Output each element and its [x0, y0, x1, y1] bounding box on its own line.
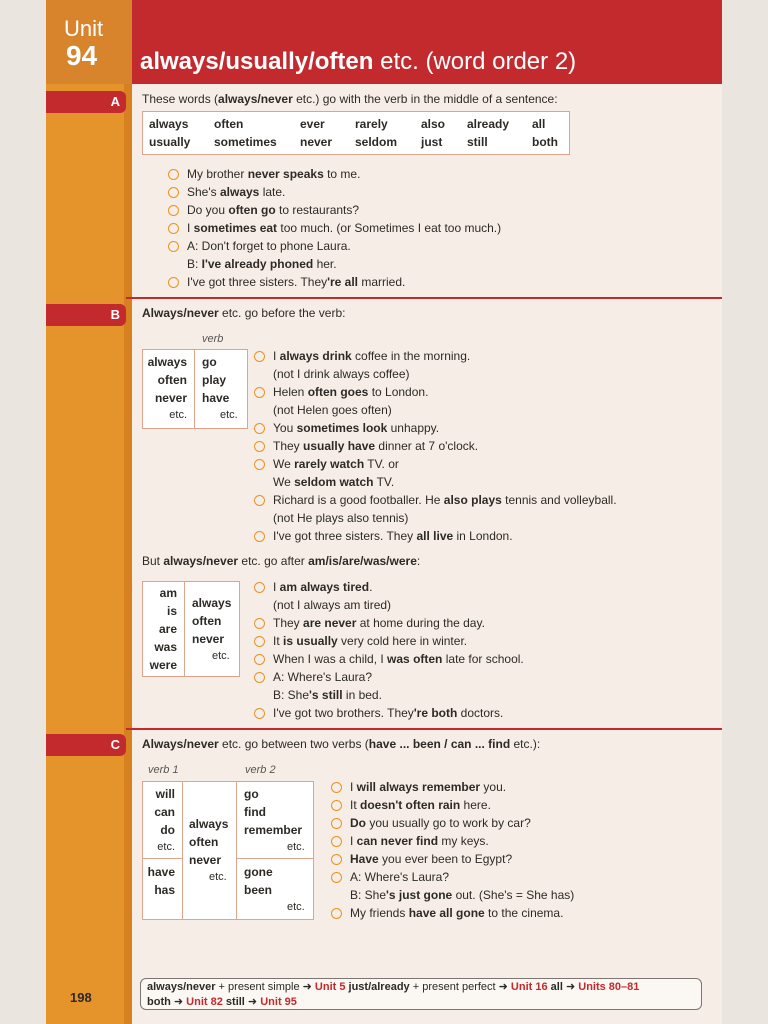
example-text: When I was a child, I: [273, 652, 388, 666]
example-sentence: [254, 456, 399, 473]
example-sentence: [168, 256, 337, 273]
c-table-cell: find: [244, 805, 266, 819]
bullet-icon: [331, 800, 342, 811]
a-word-cell: already: [467, 117, 510, 131]
a-word-cell: often: [214, 117, 244, 131]
footer-text: ➜: [562, 981, 579, 993]
c-table-cell: gone: [244, 865, 273, 879]
example-bold: sometimes eat: [193, 221, 278, 235]
example-bold: will always remember: [356, 780, 481, 794]
b-table-2-cell: etc.: [212, 650, 230, 662]
b-table-2-cell: is: [166, 604, 177, 618]
example-text: We: [273, 475, 295, 489]
unit-reference-link[interactable]: Unit 82: [186, 996, 223, 1008]
b-intro: [142, 305, 345, 322]
page-number: 198: [70, 990, 92, 1005]
c-table-cell: often: [189, 835, 219, 849]
example-text: too much. (or Sometimes I eat too much.): [277, 221, 502, 235]
c-verb2-label: verb 2: [245, 764, 276, 776]
example-text: Richard is a good footballer. He: [273, 493, 444, 507]
example-bold: all live: [416, 529, 454, 543]
unit-box: [46, 0, 132, 84]
b-intro-rest: etc. go before the verb:: [218, 306, 346, 320]
c-table-cell: go: [244, 787, 259, 801]
example-sentence: [331, 869, 449, 886]
example-text: A: Don't forget to phone Laura.: [187, 239, 351, 253]
c-table-cell: etc.: [287, 901, 305, 913]
bullet-icon: [168, 205, 179, 216]
unit-reference-link[interactable]: Units 80–81: [578, 981, 640, 993]
unit-reference-link[interactable]: Unit 5: [314, 981, 346, 993]
example-bold: 're all: [327, 275, 359, 289]
example-bold: Have: [350, 852, 379, 866]
example-bold: often goes: [307, 385, 369, 399]
title-bold: always/usually/often: [140, 48, 374, 75]
a-word-cell: never: [300, 135, 333, 149]
c-table-cell: will: [155, 787, 175, 801]
bullet-icon: [254, 387, 265, 398]
section-letter-b: B: [110, 307, 120, 322]
example-bold: have all gone: [408, 906, 485, 920]
a-word-cell: both: [532, 135, 558, 149]
example-text: to London.: [368, 385, 429, 399]
example-sentence: [254, 384, 428, 401]
b-table-2-cell: never: [192, 632, 225, 646]
example-sentence: [254, 366, 410, 383]
example-bold: often go: [228, 203, 276, 217]
example-bold: doesn't often rain: [360, 798, 461, 812]
example-sentence: [168, 274, 405, 291]
example-text: My brother: [187, 167, 248, 181]
b-table-1-cell: have: [202, 391, 230, 405]
example-sentence: [254, 528, 513, 545]
example-bold: 's just gone: [386, 888, 453, 902]
example-text: you.: [480, 780, 507, 794]
c-table-cell: been: [244, 883, 273, 897]
example-text: .: [369, 580, 373, 594]
example-text: dinner at 7 o'clock.: [375, 439, 479, 453]
b-table-1-cell: often: [157, 373, 187, 387]
c-intro: [142, 736, 540, 753]
example-sentence: [254, 474, 394, 491]
c-table-cell: do: [160, 823, 175, 837]
example-sentence: [254, 420, 439, 437]
example-text: Do you: [187, 203, 229, 217]
c-table-cell: etc.: [287, 841, 305, 853]
example-sentence: [331, 905, 563, 922]
b-table-2-cell: was: [154, 640, 177, 654]
bullet-icon: [254, 423, 265, 434]
b-table-2-cell: am: [159, 586, 177, 600]
c-table-cell: etc.: [157, 841, 175, 853]
example-bold: seldom watch: [294, 475, 374, 489]
example-sentence: [168, 184, 285, 201]
example-bold: Do: [350, 816, 366, 830]
section-letter-a: A: [110, 94, 120, 109]
bullet-icon: [254, 618, 265, 629]
example-bold: was often: [387, 652, 443, 666]
example-text: B: She: [273, 688, 310, 702]
a-word-cell: sometimes: [214, 135, 277, 149]
example-sentence: [254, 651, 524, 668]
b-table-2-divider: [184, 581, 185, 676]
sidebar: [46, 0, 126, 1024]
example-bold: usually have: [303, 439, 376, 453]
example-text: (not I always am tired): [273, 598, 392, 612]
bullet-icon: [331, 854, 342, 865]
example-text: I: [187, 221, 194, 235]
section-tab-c: [46, 734, 126, 756]
example-sentence: [331, 887, 574, 904]
example-text: TV.: [373, 475, 395, 489]
example-text: you ever been to Egypt?: [378, 852, 513, 866]
a-word-cell: also: [421, 117, 446, 131]
example-text: I've got two brothers. They: [273, 706, 414, 720]
page-title: [140, 48, 576, 76]
c-verb1-label: verb 1: [148, 764, 179, 776]
example-sentence: [168, 238, 351, 255]
example-sentence: [331, 779, 506, 796]
example-text: here.: [460, 798, 491, 812]
example-sentence: [331, 851, 512, 868]
example-text: my keys.: [438, 834, 489, 848]
b-table-2-cell: were: [149, 658, 177, 672]
bullet-icon: [254, 654, 265, 665]
example-text: Helen: [273, 385, 308, 399]
c-table-cell: can: [154, 805, 175, 819]
a-intro-post: etc.) go with the verb in the middle of a sentence:: [292, 92, 558, 106]
bullet-icon: [254, 582, 265, 593]
title-rest: etc. (word order 2): [373, 48, 577, 75]
c-table-cell: etc.: [209, 871, 227, 883]
example-text: (not He plays also tennis): [273, 511, 409, 525]
bullet-icon: [168, 223, 179, 234]
section-tab-a: [46, 91, 126, 113]
c-intro-bold: Always/never: [142, 737, 219, 751]
b-table-1-cell: always: [147, 355, 187, 369]
bullet-icon: [254, 636, 265, 647]
footer-text: just/already: [345, 981, 410, 993]
example-sentence: [254, 579, 372, 596]
bullet-icon: [331, 908, 342, 919]
footer-references: [140, 978, 702, 1010]
example-text: (not I drink always coffee): [273, 367, 410, 381]
bullet-icon: [331, 782, 342, 793]
b-table-1-cell: go: [202, 355, 217, 369]
example-bold: am always tired: [279, 580, 370, 594]
c-table-divider-2: [236, 781, 237, 919]
unit-word: Unit: [64, 16, 104, 41]
example-sentence: [254, 669, 372, 686]
example-sentence: [254, 597, 391, 614]
example-bold: always drink: [279, 349, 352, 363]
example-sentence: [254, 348, 470, 365]
example-text: late.: [259, 185, 286, 199]
example-bold: always: [219, 185, 260, 199]
example-text: I: [273, 580, 280, 594]
b-table-1-cell: never: [154, 391, 187, 405]
example-bold: rarely watch: [294, 457, 365, 471]
footer-text: both: [147, 996, 171, 1008]
example-bold: is usually: [283, 634, 338, 648]
footer-text: + present simple ➜: [215, 981, 315, 993]
a-intro: [142, 91, 558, 108]
sidebar-edge: [124, 0, 132, 1024]
bullet-icon: [254, 708, 265, 719]
footer-line-1: [147, 980, 695, 995]
example-sentence: [254, 402, 392, 419]
example-text: to me.: [323, 167, 361, 181]
bullet-icon: [254, 531, 265, 542]
example-text: It: [350, 798, 361, 812]
footer-text: still: [222, 996, 245, 1008]
example-text: (not Helen goes often): [273, 403, 392, 417]
example-text: her.: [313, 257, 337, 271]
a-intro-pre: These words (: [142, 92, 219, 106]
example-bold: also plays: [443, 493, 502, 507]
section-letter-c: C: [110, 737, 120, 752]
bullet-icon: [168, 277, 179, 288]
example-text: very cold here in winter.: [337, 634, 468, 648]
example-text: They: [273, 439, 304, 453]
a-word-cell: all: [532, 117, 546, 131]
a-intro-bold: always/never: [218, 92, 293, 106]
bullet-icon: [168, 187, 179, 198]
example-sentence: [331, 815, 531, 832]
a-word-cell: still: [467, 135, 488, 149]
bullet-icon: [168, 241, 179, 252]
example-bold: can never find: [356, 834, 439, 848]
example-text: They: [273, 616, 304, 630]
example-text: She's: [187, 185, 220, 199]
bullet-icon: [331, 818, 342, 829]
example-bold: are never: [303, 616, 357, 630]
example-text: It: [273, 634, 284, 648]
example-sentence: [168, 220, 501, 237]
section-line-b: [126, 297, 722, 299]
b-but-bold: always/never: [163, 554, 239, 568]
example-sentence: [168, 202, 359, 219]
a-word-cell: ever: [300, 117, 325, 131]
example-bold: 's still: [309, 688, 343, 702]
example-text: late for school.: [442, 652, 524, 666]
example-text: We: [273, 457, 295, 471]
b-table-2-cell: always: [192, 596, 232, 610]
footer-text: ➜: [170, 996, 187, 1008]
b-table-1-divider: [194, 349, 195, 428]
example-bold: never speaks: [247, 167, 324, 181]
example-text: tennis and volleyball.: [501, 493, 617, 507]
bullet-icon: [168, 169, 179, 180]
example-sentence: [168, 166, 360, 183]
b-intro-bold: Always/never: [142, 306, 219, 320]
example-sentence: [254, 492, 617, 509]
example-sentence: [254, 687, 382, 704]
c-intro-post: etc.):: [510, 737, 541, 751]
example-sentence: [254, 705, 503, 722]
example-text: I: [273, 349, 280, 363]
footer-text: always/never: [147, 981, 216, 993]
example-text: to the cinema.: [484, 906, 564, 920]
c-table-hline-2: [236, 858, 313, 859]
b-but-post: :: [416, 554, 421, 568]
example-text: I: [350, 834, 357, 848]
example-text: I've got three sisters. They: [273, 529, 417, 543]
footer-text: ➜: [244, 996, 261, 1008]
bullet-icon: [254, 495, 265, 506]
example-text: TV. or: [364, 457, 399, 471]
example-text: A: Where's Laura?: [273, 670, 373, 684]
a-word-cell: always: [149, 117, 189, 131]
c-table-cell: have: [147, 865, 175, 879]
b-table-1-cell: etc.: [220, 409, 238, 421]
footer-line-2: [147, 995, 695, 1010]
c-table-cell: always: [189, 817, 229, 831]
example-text: A: Where's Laura?: [350, 870, 450, 884]
section-tab-b: [46, 304, 126, 326]
c-table-cell: never: [189, 853, 222, 867]
example-text: My friends: [350, 906, 409, 920]
footer-text: + present perfect ➜: [409, 981, 511, 993]
b-table-1-cell: etc.: [169, 409, 187, 421]
b-table-2-cell: are: [158, 622, 177, 636]
section-line-c: [126, 728, 722, 730]
example-text: B:: [187, 257, 202, 271]
bullet-icon: [254, 459, 265, 470]
b-but-line: [142, 553, 420, 570]
example-sentence: [254, 510, 408, 527]
example-text: in London.: [453, 529, 513, 543]
example-text: I: [350, 780, 357, 794]
example-sentence: [254, 438, 478, 455]
example-text: you usually go to work by car?: [366, 816, 531, 830]
b-verb-label: verb: [202, 333, 224, 345]
unit-reference-link[interactable]: Unit 95: [260, 996, 297, 1008]
a-word-cell: usually: [149, 135, 191, 149]
a-word-cell: seldom: [355, 135, 398, 149]
c-table-hline-1: [142, 858, 182, 859]
example-text: I've got three sisters. They: [187, 275, 328, 289]
example-text: in bed.: [342, 688, 382, 702]
bullet-icon: [331, 836, 342, 847]
example-sentence: [331, 797, 491, 814]
example-text: at home during the day.: [356, 616, 485, 630]
b-table-1-cell: play: [202, 373, 227, 387]
example-sentence: [254, 615, 485, 632]
example-bold: sometimes look: [296, 421, 388, 435]
c-table-cell: has: [154, 883, 175, 897]
example-sentence: [331, 833, 489, 850]
example-text: married.: [358, 275, 406, 289]
example-bold: 're both: [413, 706, 458, 720]
bullet-icon: [254, 441, 265, 452]
example-text: doctors.: [457, 706, 504, 720]
example-sentence: [254, 633, 467, 650]
b-but-bold2: am/is/are/was/were: [308, 554, 417, 568]
a-word-cell: just: [421, 135, 443, 149]
c-table-divider-1: [182, 781, 183, 919]
bullet-icon: [331, 872, 342, 883]
example-text: to restaurants?: [275, 203, 360, 217]
c-table-cell: remember: [244, 823, 303, 837]
unit-reference-link[interactable]: Unit 16: [510, 981, 548, 993]
unit-number: 94: [66, 40, 98, 71]
bullet-icon: [254, 351, 265, 362]
b-table-2-cell: often: [192, 614, 222, 628]
c-intro-mid: etc. go between two verbs (: [218, 737, 369, 751]
example-text: out. (She's = She has): [452, 888, 575, 902]
a-word-cell: rarely: [355, 117, 388, 131]
footer-text: all: [547, 981, 563, 993]
example-text: coffee in the morning.: [351, 349, 471, 363]
example-bold: I've already phoned: [201, 257, 314, 271]
bullet-icon: [254, 672, 265, 683]
example-text: B: She: [350, 888, 387, 902]
c-intro-bold2: have ... been / can ... find: [368, 737, 511, 751]
example-text: unhappy.: [387, 421, 440, 435]
b-but-pre: But: [142, 554, 164, 568]
b-but-mid: etc. go after: [238, 554, 309, 568]
example-text: You: [273, 421, 297, 435]
